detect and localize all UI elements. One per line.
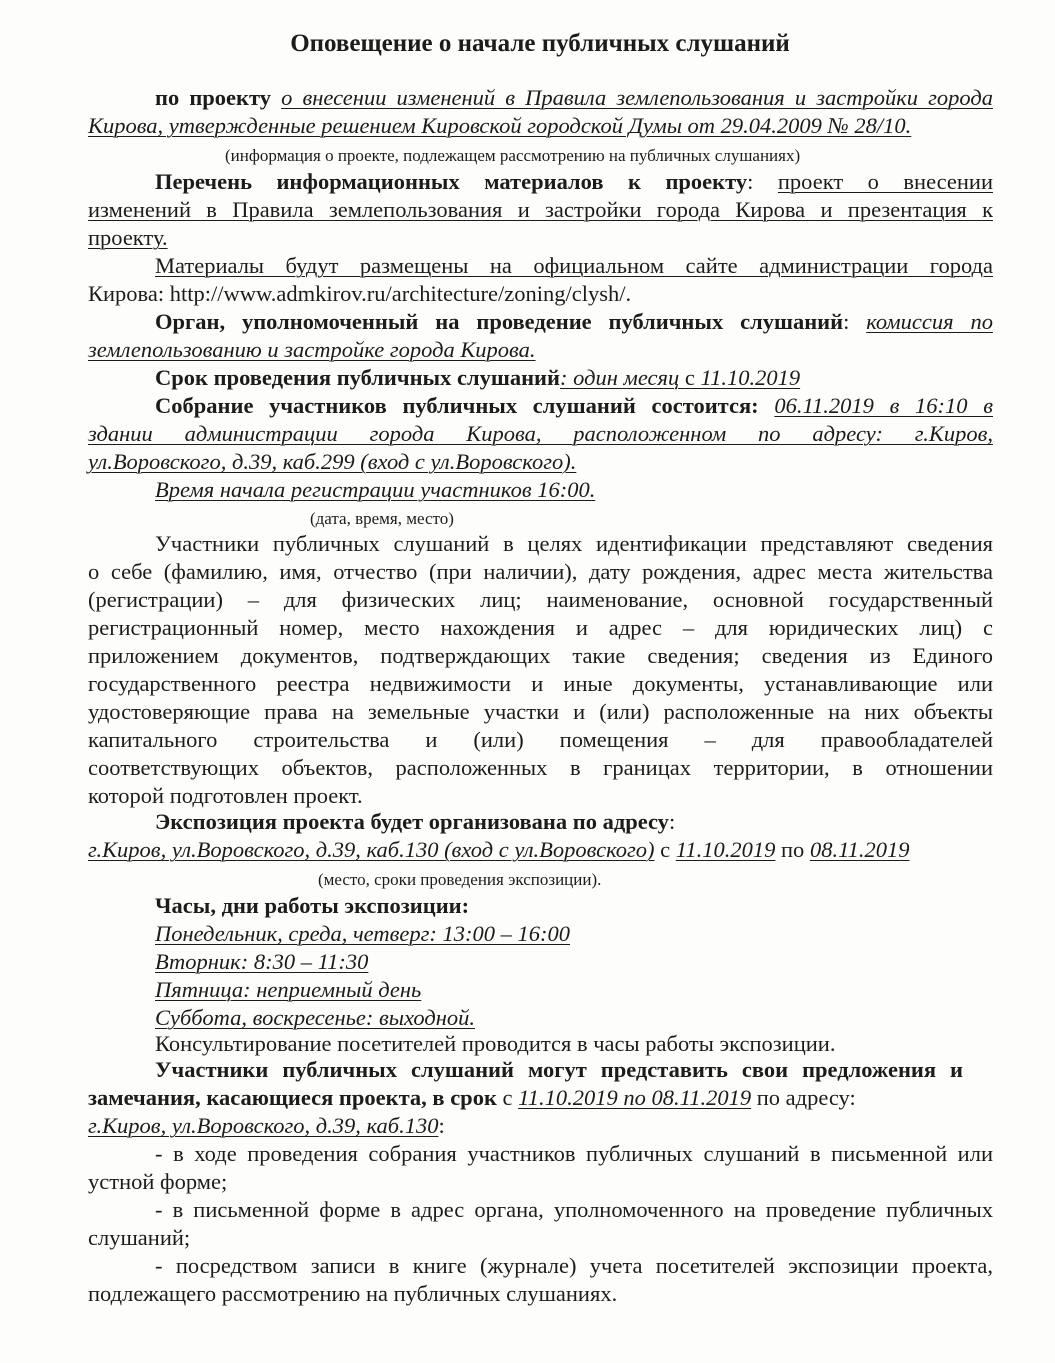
organ-line-1: Орган, уполномоченный на проведение публичных слушаний: комиссия по — [155, 309, 993, 334]
participants-line: государственного реестра недвижимости и иные документы, устанавливающие или — [88, 671, 993, 696]
materials-value: проект о внесении — [777, 169, 993, 194]
hours-item: Пятница: неприемный день — [155, 977, 422, 1002]
exposition-label: Экспозиция проекта будет организована по адресу — [155, 809, 669, 834]
exposition-date-to: 08.11.2019 — [809, 837, 910, 862]
hours-item: Понедельник, среда, четверг: 13:00 – 16:00 — [155, 921, 571, 946]
hours-item: Вторник: 8:30 – 11:30 — [155, 949, 369, 974]
hours-label: Часы, дни работы экспозиции: — [155, 893, 470, 918]
organ-label: Орган, уполномоченный на проведение публичных слушаний — [155, 309, 844, 334]
materials-label: Перечень информационных материалов к проекту — [155, 169, 748, 194]
term-label: Срок проведения публичных слушаний — [155, 365, 560, 390]
project-label: по проекту — [155, 85, 282, 110]
project-caption: (информация о проекте, подлежащем рассмотрению на публичных слушаниях) — [225, 146, 801, 165]
participants-line: соответствующих объектов, расположенных в границах территории, в отношении — [88, 755, 993, 780]
meeting-datetime: 06.11.2019 в 16:10 в — [774, 393, 993, 418]
term-date: 11.10.2019 — [700, 365, 801, 390]
participants-line: регистрационный номер, место нахождения и адрес – для юридических лиц) с — [88, 615, 993, 640]
project-line-1 — [155, 84, 993, 111]
materials-line-1: Перечень информационных материалов к проекту: проект о внесении — [155, 169, 993, 194]
proposal-method-line: устной форме; — [88, 1169, 228, 1194]
meeting-caption: (дата, время, место) — [310, 509, 454, 528]
proposals-label-line-2: замечания, касающиеся проекта, в срок — [88, 1085, 497, 1110]
meeting-line-3: ул.Воровского, д.39, каб.299 (вход с ул.Воровского). — [88, 449, 577, 474]
participants-line: которой подготовлен проект. — [88, 783, 363, 808]
participants-line: приложением документов, подтверждающих такие сведения; сведения из Единого — [88, 643, 993, 668]
participants-line: о себе (фамилию, имя, отчество (при наличии), дату рождения, адрес места жительства — [88, 559, 993, 584]
proposal-method-line: - посредством записи в книге (журнале) учета посетителей экспозиции проекта, — [155, 1253, 993, 1278]
materials-site-line-1: Материалы будут размещены на официальном сайте администрации города — [155, 253, 993, 278]
proposal-method-line: - в ходе проведения собрания участников публичных слушаний в письменной или — [155, 1141, 993, 1166]
organ-value-line-2: землепользованию и застройке города Кирова. — [88, 337, 536, 362]
project-value-line-2: Кирова, утвержденные решением Кировской городской Думы от 29.04.2009 № 28/10. — [88, 113, 912, 138]
meeting-line-2: здании администрации города Кирова, расположенном по адресу: г.Киров, — [88, 421, 993, 446]
project-value: о внесении изменений в Правила землепользования и застройки города — [281, 85, 993, 110]
proposal-method-line: - в письменной форме в адрес органа, уполномоченного на проведение публичных — [155, 1197, 993, 1222]
document-title: Оповещение о начале публичных слушаний — [290, 30, 790, 57]
exposition-date-from: 11.10.2019 — [675, 837, 776, 862]
organ-value: комиссия по — [866, 309, 993, 334]
participants-line: (регистрации) – для физических лиц; наименование, основной государственный — [88, 587, 993, 612]
hours-item: Суббота, воскресенье: выходной. — [155, 1005, 476, 1030]
meeting-label: Собрание участников публичных слушаний состоится: — [155, 393, 775, 418]
meeting-line-1 — [155, 392, 993, 419]
proposal-method-line: слушаний; — [88, 1225, 191, 1250]
participants-line: удостоверяющие права на земельные участки и (или) расположенные на них объекты — [88, 699, 993, 724]
exposition-address: г.Киров, ул.Воровского, д.39, каб.130 (вход с ул.Воровского) — [88, 837, 655, 862]
exposition-caption: (место, сроки проведения экспозиции). — [318, 870, 602, 889]
exposition-line-2: г.Киров, ул.Воровского, д.39, каб.130 (вход с ул.Воровского) с 11.10.2019 по 08.11.2019 — [88, 837, 910, 862]
proposals-label-line-1: Участники публичных слушаний могут представить свои предложения и — [155, 1057, 963, 1082]
participants-line: капитального строительства и (или) помещения – для правообладателей — [88, 727, 993, 752]
proposal-method-line: подлежащего рассмотрению на публичных слушаниях. — [88, 1281, 618, 1306]
proposals-address: г.Киров, ул.Воровского, д.39, каб.130 — [88, 1113, 439, 1138]
materials-site-line-2: Кирова: http://www.admkirov.ru/architecture/zoning/clysh/. — [88, 281, 632, 306]
materials-line-3: проекту. — [88, 225, 168, 250]
proposals-dates: 11.10.2019 по 08.11.2019 — [518, 1085, 752, 1110]
proposals-address-line: г.Киров, ул.Воровского, д.39, каб.130: — [88, 1113, 445, 1138]
exposition-line-1: Экспозиция проекта будет организована по адресу: — [155, 809, 676, 834]
meeting-registration: Время начала регистрации участников 16:00. — [155, 477, 596, 502]
materials-line-2: изменений в Правила землепользования и застройки города Кирова и презентация к — [88, 197, 993, 222]
proposals-line-2: замечания, касающиеся проекта, в срок с 11.10.2019 по 08.11.2019 по адресу: — [88, 1085, 856, 1110]
participants-line: Участники публичных слушаний в целях идентификации представляют сведения — [155, 531, 993, 556]
consulting-note: Консультирование посетителей проводится в часы работы экспозиции. — [155, 1031, 836, 1056]
term-line: Срок проведения публичных слушаний: один месяц с 11.10.2019 — [155, 365, 801, 390]
